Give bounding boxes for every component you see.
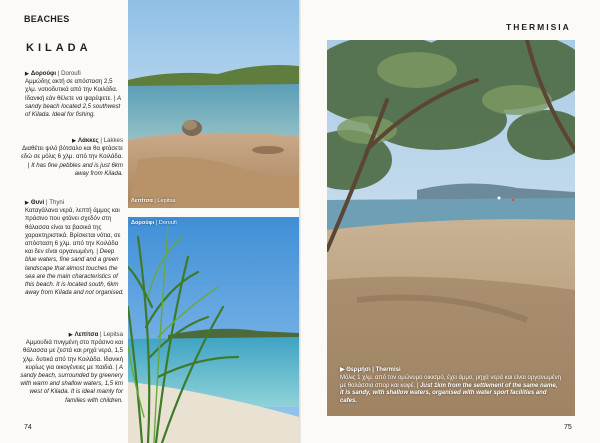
photo-caption-doroufi: Δορούφι | Doroufi (131, 220, 177, 226)
bullet-triangle-icon: ▶ (72, 138, 77, 144)
section-heading: BEACHES (24, 14, 70, 24)
entry-text-en: Just 1km from the settlement of the same name, it is sandy, with shallow waters, organised with water sport facilities and cafes. (340, 382, 558, 405)
page-number-left: 74 (24, 424, 32, 431)
entry-name-en: Thermisi (375, 367, 401, 373)
entry-name-en: Thyni (49, 199, 65, 206)
entry-name-gr: Λάκκες (78, 137, 99, 144)
entry-doroufi: ▶ Δορούφι | Doroufi Αμμώδης ακτή σε απόσταση 2,5 χλμ. νοτιοδυτικά από την Κοιλάδα. Ιδανική εάν θέλετε να ψαρέψετε. | A sandy beach located 2,5 southwest of Kilada. Ideal for fishing. (25, 70, 121, 119)
photo-thermisi-beach (327, 40, 575, 416)
entry-name-gr: Λεπίτσα (74, 331, 99, 338)
entry-text-en: A sandy beach located 2,5 southwest of Kilada. Ideal for fishing. (25, 94, 121, 119)
entry-text-gr: Καταγάλανα νερά, λεπτή άμμος και πράσινο που φτάνει σχεδόν στη θάλασσα είναι τα βασικά της χαρακτηριστικά. Βρίσκεται νότια, σε απόσταση 6 χλμ. από την Κοιλάδα και δεν είναι οργανωμένη. (25, 207, 121, 256)
bullet-triangle-icon: ▶ (340, 367, 347, 373)
photo-caption-lepitsa: Λεπίτσα | Lepitsa (131, 198, 176, 204)
thermisi-description: ▶ Θερμήσι | Thermisi Μόλις 1 χλμ. από τον ομώνυμο οικισμό, έχει άμμο, ρηχά νερά και είναι οργανωμένη με θαλάσσια σπορ και καφέ. | Just 1km from the settlement of the same name, it is sandy, with shallow waters, organised with water sport facilities and cafes. (340, 367, 561, 405)
right-page-title: THERMISIA (506, 22, 571, 32)
entry-lepitsa: ▶ Λεπίτσα | Lepitsa Αμμουδιά πνιγμένη στο πράσινο και θάλασσα με ζεστά και ρηχά νερά, 1,5 χλμ. δυτικά από την Κοιλάδα. Ιδανική κυρίως για οικογένειες με παιδιά. | A sandy beach, surrounded by greenery with warm and shallow waters, 1,5 km west of Kilada. It is ideal mainly for families with children. (20, 331, 123, 404)
photo-lepitsa-beach (128, 0, 299, 208)
entry-name-gr: Δορούφι (30, 70, 57, 77)
place-heading: KILADA (26, 42, 92, 54)
entry-text-gr: Μόλις 1 χλμ. από τον ομώνυμο οικισμό, έχει άμμο, ρηχά νερά και είναι οργανωμένη με θαλάσσια σπορ και καφέ. (340, 374, 561, 389)
entry-name-en: Lepitsa (103, 331, 123, 338)
bullet-triangle-icon: ▶ (25, 200, 29, 206)
bullet-triangle-icon: ▶ (68, 332, 73, 338)
entry-text-gr: Αμμουδιά πνιγμένη στο πράσινο και θάλασσα με ζεστά και ρηχά νερά, 1,5 χλμ. δυτικά από την Κοιλάδα. Ιδανική κυρίως για οικογένειες με παιδιά. (22, 339, 123, 371)
entry-name-gr: Θερμήσι (346, 367, 371, 373)
entry-text-en: A sandy beach, surrounded by greenery with warm and shallow waters, 1,5 km west of Kilada. It is ideal mainly for families with children. (20, 363, 123, 404)
entry-text-gr: Αμμώδης ακτή σε απόσταση 2,5 χλμ. νοτιοδυτικά από την Κοιλάδα. Ιδανική εάν θέλετε να ψαρέψετε. (25, 78, 118, 102)
entry-text-en: It has fine pebbles and is just 6km away from Kilada. (31, 161, 123, 177)
entry-lakkes: ▶ Λάκκες | Lakkes Διαθέτει ψιλό βότσαλο και θα φτάσετε εδώ σε μόλις 6 χλμ. από την Κοιλάδα. | It has fine pebbles and is just 6km away from Kilada. (21, 137, 123, 177)
entry-name-gr: Θυνί (30, 199, 45, 206)
entry-thyni: ▶ Θυνί | Thyni Καταγάλανα νερά, λεπτή άμμος και πράσινο που φτάνει σχεδόν στη θάλασσα είναι τα βασικά της χαρακτηριστικά. Βρίσκεται νότια, σε απόσταση 6 χλμ. από την Κοιλάδα και δεν είναι οργανωμένη. | Deep blue waters, fine sand and a green landscape that almost touches the sea are the main characteristics of this beach. It is located south, 6km away from Kilada and not organised. (25, 199, 124, 297)
bullet-triangle-icon: ▶ (25, 71, 29, 77)
entry-name-en: Lakkes (103, 137, 123, 144)
entry-text-gr: Διαθέτει ψιλό βότσαλο και θα φτάσετε εδώ σε μόλις 6 χλμ. από την Κοιλάδα. (21, 145, 123, 161)
photo-doroufi-beach (128, 217, 299, 443)
book-gutter (299, 0, 301, 443)
entry-name-en: Doroufi (61, 70, 81, 77)
entry-text-en: Deep blue waters, fine sand and a green landscape that almost touches the sea are the main characteristics of this beach. It is located south, 6km away from Kilada and not organised. (25, 248, 124, 297)
page-number-right: 75 (564, 424, 572, 431)
